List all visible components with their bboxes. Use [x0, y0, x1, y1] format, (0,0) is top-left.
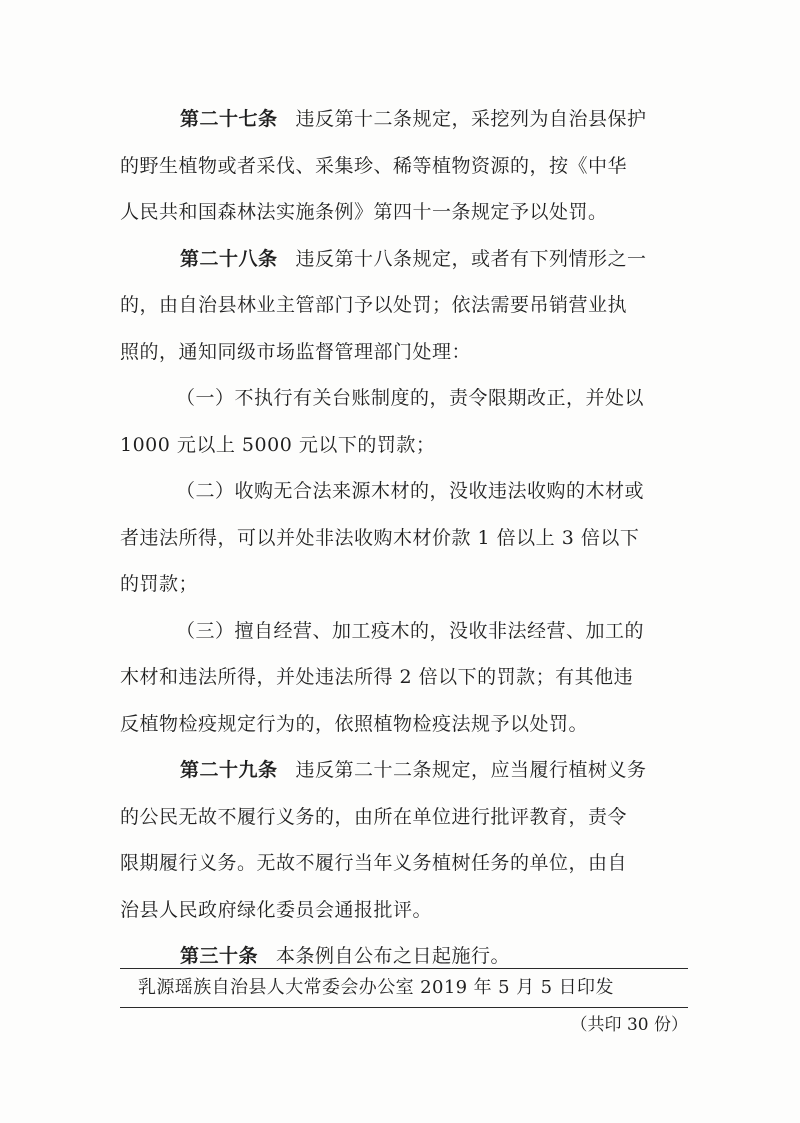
- article-28-item-1-line-1: （一）不执行有关台账制度的，责令限期改正，并处以: [176, 387, 645, 409]
- article-29-label: 第二十九条: [180, 759, 278, 781]
- article-28-item-2-line-2: 者违法所得，可以并处非法收购木材价款 1 倍以上 3 倍以下: [120, 526, 640, 549]
- article-28-line-1: [120, 236, 680, 283]
- article-28-item-3-line-1: （三）擅自经营、加工疫木的，没收非法经营、加工的: [176, 619, 645, 642]
- article-28-item-3-line-3: 反植物检疫规定行为的，依照植物检疫法规予以处罚。: [120, 712, 589, 735]
- article-29-line-4: 治县人民政府绿化委员会通报批评。: [120, 898, 433, 921]
- issuer-line: 乳源瑶族自治县人大常委会办公室 2019 年 5 月 5 日印发: [138, 977, 614, 998]
- article-27-line-2: 的野生植物或者采伐、采集珍、稀等植物资源的，按《中华: [120, 154, 628, 177]
- article-29-line-2: 的公民无故不履行义务的，由所在单位进行批评教育，责令: [120, 805, 628, 828]
- article-29-text-1: 违反第二十二条规定，应当履行植树义务: [295, 759, 647, 781]
- document-footer: [120, 968, 688, 1008]
- article-28-item-1-line-2: 1000 元以上 5000 元以下的罚款；: [120, 433, 436, 456]
- article-30-text-1: 本条例自公布之日起施行。: [276, 945, 511, 967]
- article-27-label: 第二十七条: [180, 108, 278, 130]
- document-body: [120, 96, 680, 980]
- article-28-text-1: 违反第十八条规定，或者有下列情形之一: [295, 247, 647, 270]
- article-28-item-2-line-3: 的罚款；: [120, 573, 199, 595]
- article-30-label: 第三十条: [180, 945, 259, 967]
- footer-bottom-rule: [120, 1007, 688, 1008]
- article-27-line-1: [120, 96, 680, 143]
- article-29-line-1: [120, 747, 680, 794]
- article-29-line-3: 限期履行义务。无故不履行当年义务植树任务的单位，由自: [120, 852, 628, 874]
- copies-count: （共印 30 份）: [570, 1015, 688, 1035]
- article-28-item-2-line-1: （二）收购无合法来源木材的，没收违法收购的木材或: [176, 480, 645, 502]
- article-28-item-3-line-2: 木材和违法所得，并处违法所得 2 倍以下的罚款；有其他违: [120, 666, 634, 688]
- article-27-line-3: 人民共和国森林法实施条例》第四十一条规定予以处罚。: [120, 201, 608, 223]
- article-27-text-1: 违反第十二条规定，采挖列为自治县保护: [295, 108, 647, 130]
- article-28-label: 第二十八条: [180, 247, 278, 270]
- article-28-line-2: 的，由自治县林业主管部门予以处罚；依法需要吊销营业执: [120, 294, 628, 316]
- article-28-line-3: 照的，通知同级市场监督管理部门处理：: [120, 340, 472, 363]
